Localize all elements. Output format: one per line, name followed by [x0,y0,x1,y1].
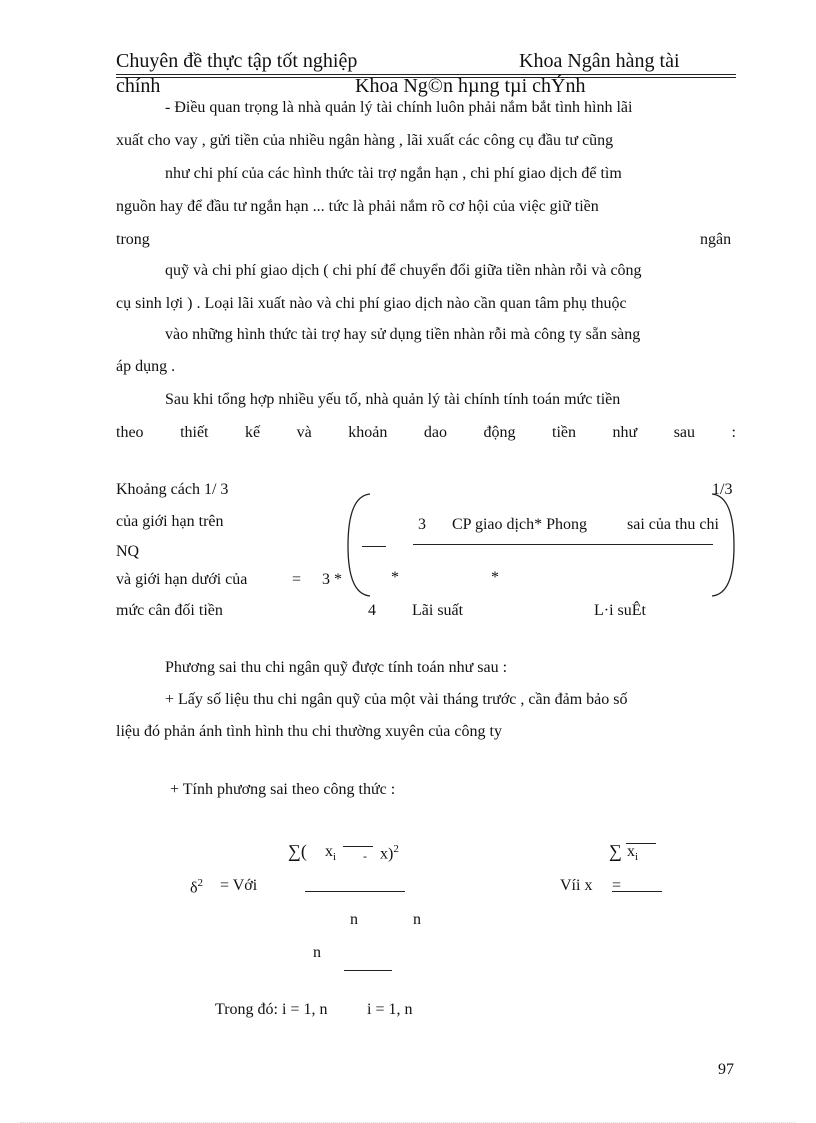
formula1-label: và giới hạn dưới của [116,571,248,588]
formula1-numerator: CP giao dịch* Phong [452,516,587,533]
formula2-n: n [413,911,421,928]
page-number: 97 [718,1061,734,1078]
formula2-x2: $x_i$ [627,843,639,864]
header-line2-left: chính [116,75,161,97]
body-line: Sau khi tổng hợp nhiều yếu tố, nhà quản lý tài chính tính toán mức tiền [165,391,621,408]
formula2-n: n [350,911,358,928]
formula1-small-fraction-bar [362,546,386,547]
body-line: nguồn hay để đầu tư ngắn hạn ... tức là phải nắm rõ cơ hội của việc giữ tiền [116,198,599,215]
formula2-sum2: ∑ [609,841,622,861]
formula1-numerator-2: sai của thu chi [627,516,719,533]
formula2-voi: = Với [220,877,258,894]
body-line: liệu đó phản ánh tình hình thu chi thường xuyên của công ty [116,723,502,740]
formula1-denominator-2: L·i suÊt [594,602,646,619]
body-line: - Điều quan trọng là nhà quản lý tài chính luôn phải nắm bắt tình hình lãi [165,99,633,116]
body-line: xuất cho vay , gửi tiền của nhiều ngân hàng , lãi xuất các công cụ đầu tư cũng [116,132,614,149]
formula2-x-close: x)$^2$ [380,843,399,863]
formula2-x: $x_i$ [325,843,337,864]
formula2-overbar2 [626,843,656,844]
header-line2-right: Khoa Ng©n hµng tµi chÝnh [355,75,586,97]
body-line: + Tính phương sai theo công thức : [170,781,396,798]
body-line: Phương sai thu chi ngân quỹ được tính toán như sau : [165,659,508,676]
formula2-delta: $\delta^2$ [190,877,204,897]
formula2-vii: Víi x [560,877,593,894]
formula2-n: n [313,944,321,961]
body-line: ngân [700,231,732,248]
formula2-short-bar [344,970,392,971]
formula2-overbar [343,846,373,847]
formula1-equals: = [292,571,302,588]
formula2-sum-open: ∑( [288,841,307,861]
formula1-label: Khoảng cách 1/ 3 [116,481,229,498]
formula1-label: của giới hạn trên [116,513,224,530]
formula1-star: * [491,569,499,586]
formula1-coefficient: 3 * [322,571,342,588]
body-line: áp dụng . [116,358,176,375]
body-line: như chi phí của các hình thức tài trợ ngắn hạn , chi phí giao dịch để tìm [165,165,622,182]
formula1-exponent: 1/3 [712,481,733,498]
formula2-minus: - [363,849,367,863]
body-line: quỹ và chi phí giao dịch ( chi phí để chuyển đổi giữa tiền nhàn rỗi và công [165,262,642,279]
body-line: cụ sinh lợi ) . Loại lãi xuất nào và chi phí giao dịch nào cần quan tâm phụ thuộc [116,295,627,312]
formula1-label: NQ [116,543,140,560]
header-left: Chuyên đề thực tập tốt nghiệp [116,50,358,72]
body-line: vào những hình thức tài trợ hay sử dụng tiền nhàn rỗi mà công ty sẵn sàng [165,326,641,343]
formula2-fraction-bar2 [612,891,662,892]
formula2-i-range: i = 1, n [367,1001,413,1018]
formula2-trong-do: Trong đó: i = 1, n [215,1001,328,1018]
formula1-denominator: Lãi suất [412,602,464,619]
formula1-fraction-bar [413,544,713,545]
header-right: Khoa Ngân hàng tài [519,50,680,72]
formula2-fraction-bar [305,891,405,892]
formula1-label: mức cân đối tiền [116,602,223,619]
formula1-star: * [391,569,399,586]
formula1-num-3: 3 [418,516,426,533]
formula1-parentheses [340,490,740,600]
body-line: + Lấy số liệu thu chi ngân quỹ của một vài tháng trước , cần đảm bảo số [165,691,628,708]
formula1-den-4: 4 [368,602,376,619]
formula2-eq2: = [612,877,622,894]
body-line: theo thiết kế và khoản dao động tiền như sau : [116,424,736,441]
body-line: trong [116,231,150,248]
